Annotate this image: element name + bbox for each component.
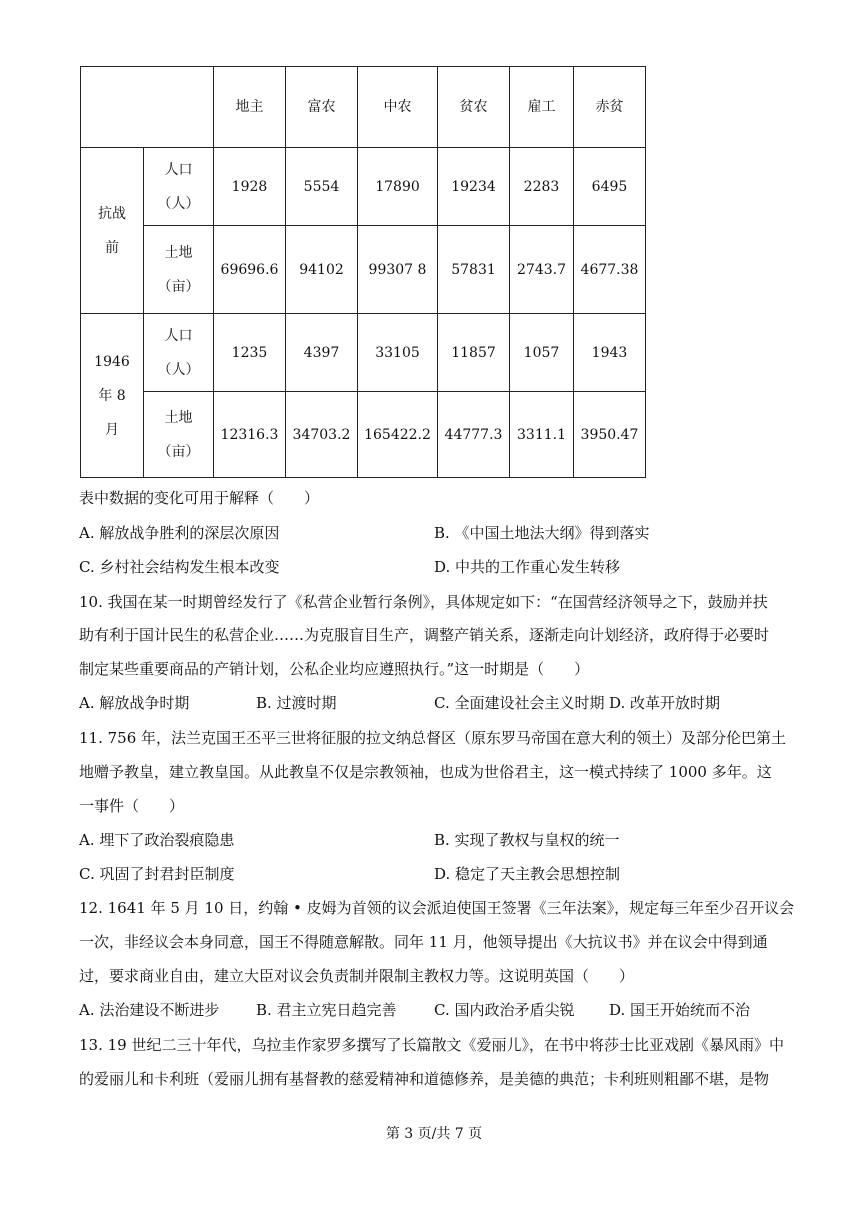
question-12-line: 12. 1641 年 5 月 10 日，约翰 • 皮姆为首领的议会派迫使国王签署《三年法案》，规定每三年至少召开议会 — [79, 899, 795, 917]
header-cell: 地主 — [214, 67, 286, 148]
q10-option-d: D. 改革开放时期 — [609, 694, 721, 712]
value-cell: 1928 — [214, 148, 286, 226]
value-cell: 2743.7 — [510, 226, 574, 314]
corner-cell — [81, 67, 214, 148]
value-cell: 1057 — [510, 314, 574, 392]
q12-option-c: C. 国内政治矛盾尖锐 — [434, 1001, 575, 1019]
value-cell: 69696.6 — [214, 226, 286, 314]
value-cell: 3950.47 — [574, 392, 646, 478]
header-cell: 富农 — [286, 67, 358, 148]
value-cell: 3311.1 — [510, 392, 574, 478]
value-cell: 19234 — [438, 148, 510, 226]
category-cell — [144, 226, 214, 314]
category-line: （亩） — [157, 443, 200, 460]
period-line: 1946 — [94, 353, 130, 370]
value-cell: 33105 — [358, 314, 438, 392]
category-line: 土地 — [164, 244, 193, 261]
q11-option-c: C. 巩固了封君封臣制度 — [79, 865, 235, 883]
table-row — [81, 148, 646, 226]
question-11-line: 一事件（ ） — [79, 797, 185, 815]
value-cell: 34703.2 — [286, 392, 358, 478]
question-9-stem: 表中数据的变化可用于解释（ ） — [79, 489, 320, 507]
q9-option-b: B. 《中国土地法大纲》得到落实 — [434, 524, 650, 542]
q9-option-c: C. 乡村社会结构发生根本改变 — [79, 558, 280, 576]
table-row — [81, 392, 646, 478]
question-12-line: 过，要求商业自由，建立大臣对议会负责制并限制主教权力等。这说明英国（ ） — [79, 967, 635, 985]
header-cell: 雇工 — [510, 67, 574, 148]
value-cell: 5554 — [286, 148, 358, 226]
table-row — [81, 226, 646, 314]
category-cell — [144, 314, 214, 392]
q9-option-a: A. 解放战争胜利的深层次原因 — [79, 524, 280, 542]
period-line: 月 — [105, 421, 119, 438]
value-cell: 165422.2 — [358, 392, 438, 478]
question-10-line: 助有利于国计民生的私营企业……为克服盲目生产，调整产销关系，逐渐走向计划经济，政府得于必要时 — [79, 626, 770, 644]
q11-option-d: D. 稳定了天主教会思想控制 — [434, 865, 621, 883]
period-line: 前 — [105, 239, 119, 256]
value-cell: 44777.3 — [438, 392, 510, 478]
header-cell: 贫农 — [438, 67, 510, 148]
page-footer: 第 3 页/共 7 页 — [385, 1126, 483, 1142]
value-cell: 1235 — [214, 314, 286, 392]
category-line: （人） — [157, 195, 200, 212]
period-line: 抗战 — [98, 205, 126, 222]
period-cell — [81, 148, 144, 314]
value-cell: 4677.38 — [574, 226, 646, 314]
question-13-line: 13. 19 世纪二三十年代，乌拉圭作家罗多撰写了长篇散文《爱丽儿》，在书中将莎士比亚戏剧《暴风雨》中 — [79, 1036, 784, 1054]
category-line: 人口 — [164, 161, 193, 178]
value-cell: 12316.3 — [214, 392, 286, 478]
q11-option-a: A. 埋下了政治裂痕隐患 — [79, 831, 235, 849]
q10-option-b: B. 过渡时期 — [256, 694, 337, 712]
q12-option-a: A. 法治建设不断进步 — [79, 1001, 220, 1019]
value-cell: 2283 — [510, 148, 574, 226]
category-line: （人） — [157, 361, 200, 378]
q12-option-d: D. 国王开始统而不治 — [609, 1001, 751, 1019]
question-11-line: 11. 756 年，法兰克国王丕平三世将征服的拉文纳总督区（原东罗马帝国在意大利的领土）及部分伦巴第土 — [79, 729, 787, 747]
table-row — [81, 314, 646, 392]
question-10-line: 制定某些重要商品的产销计划，公私企业均应遵照执行。”这一时期是（ ） — [79, 660, 590, 678]
question-12-line: 一次，非经议会本身同意，国王不得随意解散。同年 11 月，他领导提出《大抗议书》并在议会中得到通 — [79, 933, 768, 951]
header-cell: 赤贫 — [574, 67, 646, 148]
question-13-line: 的爱丽儿和卡利班（爱丽儿拥有基督教的慈爱精神和道德修养，是美德的典范；卡利班则粗鄙不堪，是物 — [79, 1070, 770, 1088]
value-cell: 4397 — [286, 314, 358, 392]
header-cell: 中农 — [358, 67, 438, 148]
period-cell — [81, 314, 144, 478]
value-cell: 11857 — [438, 314, 510, 392]
table-header-row — [81, 67, 646, 148]
category-cell — [144, 392, 214, 478]
q12-option-b: B. 君主立宪日趋完善 — [256, 1001, 397, 1019]
q11-option-b: B. 实现了教权与皇权的统一 — [434, 831, 620, 849]
category-cell — [144, 148, 214, 226]
category-line: 人口 — [164, 327, 193, 344]
category-line: （亩） — [157, 278, 200, 295]
category-line: 土地 — [164, 409, 193, 426]
land-population-table — [80, 66, 646, 478]
value-cell: 6495 — [574, 148, 646, 226]
value-cell: 99307 8 — [358, 226, 438, 314]
q9-option-d: D. 中共的工作重心发生转移 — [434, 558, 621, 576]
value-cell: 17890 — [358, 148, 438, 226]
question-10-line: 10. 我国在某一时期曾经发行了《私营企业暂行条例》，具体规定如下：“在国营经济领导之下，鼓励并扶 — [79, 593, 768, 611]
q10-option-c: C. 全面建设社会主义时期 — [434, 694, 605, 712]
value-cell: 57831 — [438, 226, 510, 314]
q10-option-a: A. 解放战争时期 — [79, 694, 190, 712]
value-cell: 1943 — [574, 314, 646, 392]
period-line: 年 8 — [98, 387, 126, 404]
question-11-line: 地赠予教皇，建立教皇国。从此教皇不仅是宗教领袖，也成为世俗君主，这一模式持续了 1000 多年。这 — [79, 763, 772, 781]
value-cell: 94102 — [286, 226, 358, 314]
